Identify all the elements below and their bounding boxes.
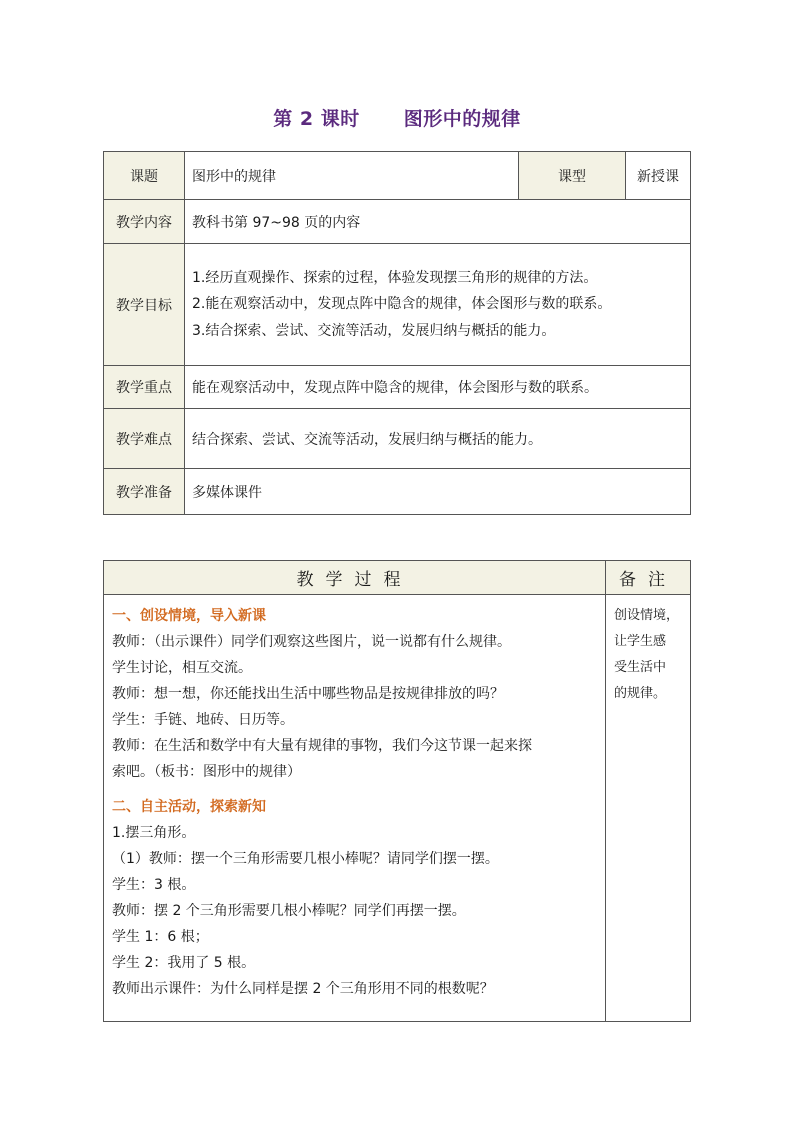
info-row-topic xyxy=(104,152,691,200)
info-row-content xyxy=(104,200,691,244)
process-header-row xyxy=(104,561,691,595)
info-type-value: 新授课 xyxy=(626,152,691,200)
process-line: 教师：摆 2 个三角形需要几根小棒呢？同学们再摆一摆。 xyxy=(112,903,466,919)
goal-line: 3.结合探索、尝试、交流等活动，发展归纳与概括的能力。 xyxy=(192,322,556,339)
note-line: 创设情境， xyxy=(614,608,680,623)
notes-content xyxy=(606,595,691,1022)
process-line: 索吧。（板书：图形中的规律） xyxy=(112,764,301,780)
process-line: 1.摆三角形。 xyxy=(112,825,196,841)
process-line: 学生：手链、地砖、日历等。 xyxy=(112,712,294,728)
info-value: 教科书第 97~98 页的内容 xyxy=(185,200,691,244)
process-line: 教师：想一想，你还能找出生活中哪些物品是按规律排放的吗？ xyxy=(112,686,504,702)
lesson-info-table xyxy=(103,151,691,515)
note-line: 让学生感 xyxy=(614,634,667,649)
process-line: 教师出示课件：为什么同样是摆 2 个三角形用不同的根数呢？ xyxy=(112,981,494,997)
info-value: 结合探索、尝试、交流等活动，发展归纳与概括的能力。 xyxy=(185,409,691,469)
note-line: 的规律。 xyxy=(614,686,667,701)
section-heading: 一、创设情境，导入新课 xyxy=(112,608,266,624)
note-line: 受生活中 xyxy=(614,660,667,675)
goal-line: 2.能在观察活动中，发现点阵中隐含的规律，体会图形与数的联系。 xyxy=(192,296,612,313)
info-value: 多媒体课件 xyxy=(185,469,691,515)
process-content xyxy=(104,595,606,1022)
info-label: 课题 xyxy=(104,152,185,200)
info-type-label: 课型 xyxy=(519,152,626,200)
process-body-row xyxy=(104,595,691,1022)
page-title xyxy=(0,104,794,131)
info-row-difficulties xyxy=(104,409,691,469)
info-value: 图形中的规律 xyxy=(185,152,519,200)
process-line: 学生 1：6 根； xyxy=(112,929,209,945)
process-header: 教学过程 xyxy=(104,561,606,595)
info-goals xyxy=(185,244,691,366)
process-line: 学生讨论，相互交流。 xyxy=(112,660,252,676)
goal-line: 1.经历直观操作、探索的过程，体验发现摆三角形的规律的方法。 xyxy=(192,269,598,286)
info-value: 能在观察活动中，发现点阵中隐含的规律，体会图形与数的联系。 xyxy=(185,366,691,409)
info-label: 教学准备 xyxy=(104,469,185,515)
info-label: 教学重点 xyxy=(104,366,185,409)
process-line: 教师：（出示课件）同学们观察这些图片，说一说都有什么规律。 xyxy=(112,634,511,650)
info-label: 教学目标 xyxy=(104,244,185,366)
section-heading: 二、自主活动，探索新知 xyxy=(112,799,266,815)
info-label: 教学内容 xyxy=(104,200,185,244)
lesson-topic: 图形中的规律 xyxy=(403,108,521,130)
process-line: （1）教师：摆一个三角形需要几根小棒呢？请同学们摆一摆。 xyxy=(112,851,499,867)
teaching-process-table xyxy=(103,560,691,1022)
notes-header: 备注 xyxy=(606,561,691,595)
info-row-key-points xyxy=(104,366,691,409)
lesson-number: 第 2 课时 xyxy=(273,108,360,130)
process-line: 学生：3 根。 xyxy=(112,877,196,893)
process-line: 学生 2：我用了 5 根。 xyxy=(112,955,256,971)
info-row-goals xyxy=(104,244,691,366)
info-row-preparation xyxy=(104,469,691,515)
process-line: 教师：在生活和数学中有大量有规律的事物，我们今这节课一起来探 xyxy=(112,738,532,754)
info-label: 教学难点 xyxy=(104,409,185,469)
